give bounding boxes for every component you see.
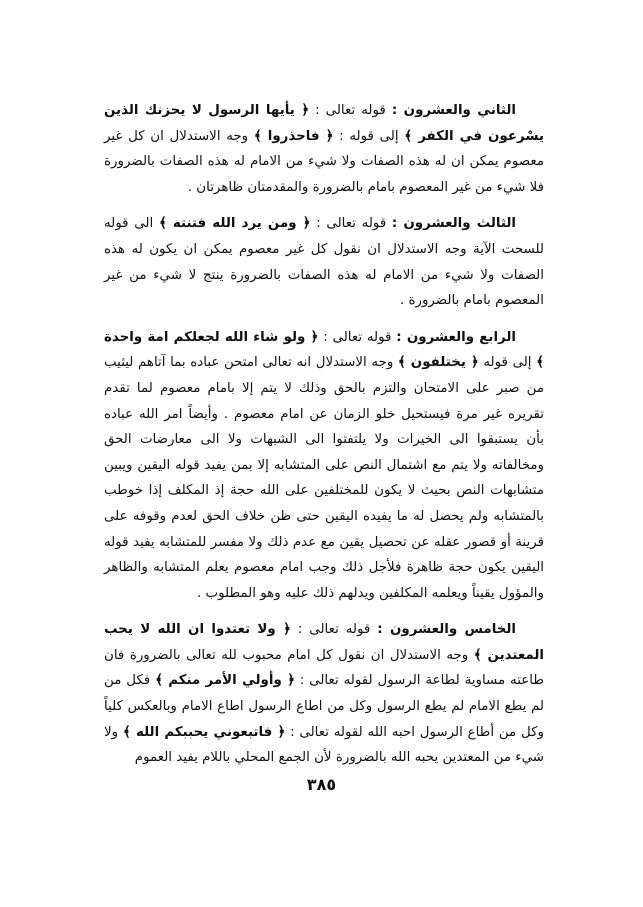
- paragraph-heading: الثاني والعشرون :: [391, 103, 516, 118]
- paragraph-intro: قوله تعالى :: [290, 622, 378, 638]
- main-text: [104, 98, 544, 782]
- paragraph-body: ولا شيء من المعتدين يحبه الله بالضرورة لأن الجمع المحلي باللام يفيد العموم: [104, 724, 544, 766]
- paragraph-body: وجه الاستدلال ان نقول كل امام محبوب لله تعالى بالضرورة فان طاعته مساوية لطاعة الرسول لقوله تعالى :: [104, 647, 544, 689]
- paragraph-body: الى قوله للسحت الآية وجه الاستدلال ان نقول كل غير معصوم يمكن ان يكون له هذه الصفات ولا شيء من الامام له هذه الصفات بالضرورة ينتج لا شيء من غير المعصوم بامام بالضرورة .: [104, 216, 544, 309]
- quran-quote: ﴿ يأيها الرسول لا يحزنك الذين يسْرعون في الكفر ﴾: [104, 103, 545, 144]
- paragraph-heading: الخامس والعشرون :: [377, 622, 517, 638]
- paragraph-body: وجه الاستدلال انه تعالى امتحن عباده بما آتاهم ليثيب من صبر على الامتحان والتزم بالحق وذلك لا يتم إلا بامام معصوم لما تقدم تقريره غير مرة فيستحيل خلو الزمان عن امام معصوم . وأيضاً امر الله عباده بأن يستبقوا الى الخيرات ولا يلتفتوا الى الشبهات ولا الى معارضات الحق ومخالفاته ولا يتم مع اشتمال النص على المتشابه إلا بمن يفيد قوله اليقين ويبين متشابهات النص بحيث لا يكون للمختلفين على الله حجة إذ المكلف إذا خوطب بالمتشابه ولم يحصل له ما يفيده اليقين حتى ظن خلاف الحق لعدم وقوفه على قرينة أو قصور عقله عن تحصيل يقين مع عدم ذلك ولا مفسر للمتشابه يفيد قوله اليقين يكون حجة ظاهرة فلأجل ذلك وجب امام معصوم يعلم المتشابه والظاهر والمؤول يقيناً ويعلمه المكلفين ويدلهم ذلك عليه وهو المطلوب .: [104, 355, 544, 601]
- paragraph-23: [104, 211, 544, 313]
- paragraph-heading: الثالث والعشرون :: [391, 216, 517, 232]
- quran-quote: ﴿ يختلفون ﴾: [397, 355, 479, 371]
- page-number: ٣٨٥: [306, 775, 337, 794]
- paragraph-connector: إلى قوله: [478, 355, 537, 371]
- quran-quote: ﴿ وأولي الأمر منكم ﴾: [155, 673, 295, 689]
- paragraph-22: [104, 98, 544, 200]
- paragraph-connector: إلى قوله :: [333, 128, 405, 144]
- paragraph-body: فكل من لم يطع الامام لم يطع الرسول وكل من اطاع الرسول اطاع الامام وبالعكس كلياً وكل من أطاع الرسول احبه الله لقوله تعالى :: [104, 673, 544, 740]
- quran-quote: ﴿ ولو شاء الله لجعلكم امة واحدة ﴾: [104, 329, 545, 371]
- quran-quote: ﴿ فاتبعوني يحببكم الله ﴾: [122, 724, 286, 740]
- paragraph-body: وجه الاستدلال ان كل غير معصوم يمكن ان له هذه الصفات ولا شيء من الامام له هذه الصفات بالضرورة فلا شيء من غير المعصوم بامام بالضرورة والمقدمتان ظاهرتان .: [104, 128, 544, 195]
- paragraph-intro: قوله تعالى :: [310, 216, 392, 232]
- paragraph-intro: قوله تعالى :: [318, 329, 397, 345]
- quran-quote: ﴿ ولا تعتدوا ان الله لا يحب المعتدين ﴾: [104, 622, 544, 663]
- paragraph-24: [104, 325, 544, 607]
- paragraph-heading: الرابع والعشرون :: [396, 329, 516, 345]
- paragraph-25: [104, 617, 544, 771]
- quran-quote: ﴿ ومن يرد الله فتنته ﴾: [158, 216, 311, 232]
- quran-quote: ﴿ فاحذروا ﴾: [253, 128, 334, 144]
- paragraph-intro: قوله تعالى :: [309, 103, 392, 118]
